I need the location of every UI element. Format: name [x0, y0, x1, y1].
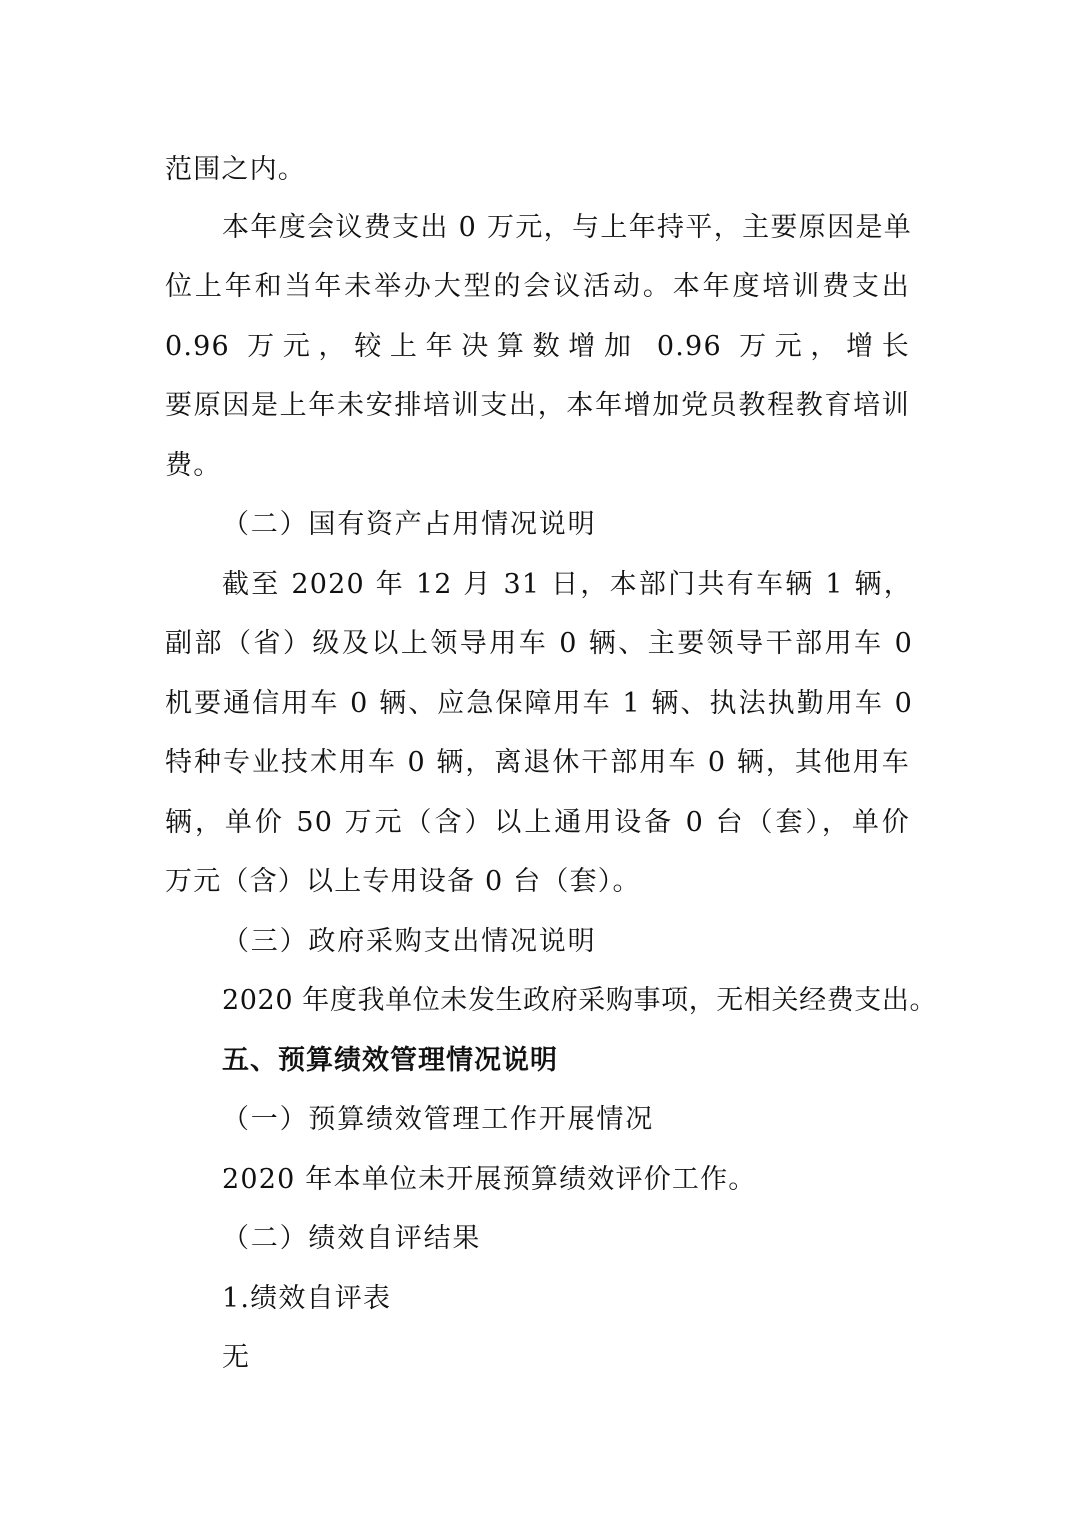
paragraph-line: 2020 年度我单位未发生政府采购事项，无相关经费支出。	[222, 985, 938, 1016]
chapter-heading: 五、预算绩效管理情况说明	[222, 1045, 558, 1076]
paragraph-line: 万元（含）以上专用设备 0 台（套）。	[165, 866, 641, 897]
paragraph-line: 1.绩效自评表	[222, 1283, 392, 1314]
paragraph-line: 范围之内。	[165, 154, 306, 185]
paragraph-line: 辆，单价 50 万元（含）以上通用设备 0 台（套），单价	[165, 807, 910, 838]
paragraph-line: 2020 年本单位未开展预算绩效评价工作。	[222, 1164, 757, 1195]
paragraph-line: 机要通信用车 0 辆、应急保障用车 1 辆、执法执勤用车 0	[165, 688, 913, 719]
paragraph-line: 要原因是上年未安排培训支出，本年增加党员教程教育培训	[165, 390, 910, 421]
paragraph-line: 副部（省）级及以上领导用车 0 辆、主要领导干部用车 0	[165, 628, 913, 659]
paragraph-line: 位上年和当年未举办大型的会议活动。本年度培训费支出	[165, 271, 910, 302]
paragraph-line: 特种专业技术用车 0 辆，离退休干部用车 0 辆，其他用车	[165, 747, 910, 778]
paragraph-line: 本年度会议费支出 0 万元，与上年持平，主要原因是单	[222, 212, 912, 243]
paragraph-line: 截至 2020 年 12 月 31 日，本部门共有车辆 1 辆，	[222, 569, 912, 600]
paragraph-line: 费。	[165, 450, 222, 481]
section-heading: （一）预算绩效管理工作开展情况	[222, 1104, 654, 1135]
section-heading: （二）绩效自评结果	[222, 1223, 482, 1254]
paragraph-line: 无	[222, 1342, 251, 1373]
paragraph-line: 0.96 万元，较上年决算数增加 0.96 万元，增长	[165, 331, 910, 362]
section-heading: （三）政府采购支出情况说明	[222, 926, 597, 957]
section-heading: （二）国有资产占用情况说明	[222, 509, 597, 540]
